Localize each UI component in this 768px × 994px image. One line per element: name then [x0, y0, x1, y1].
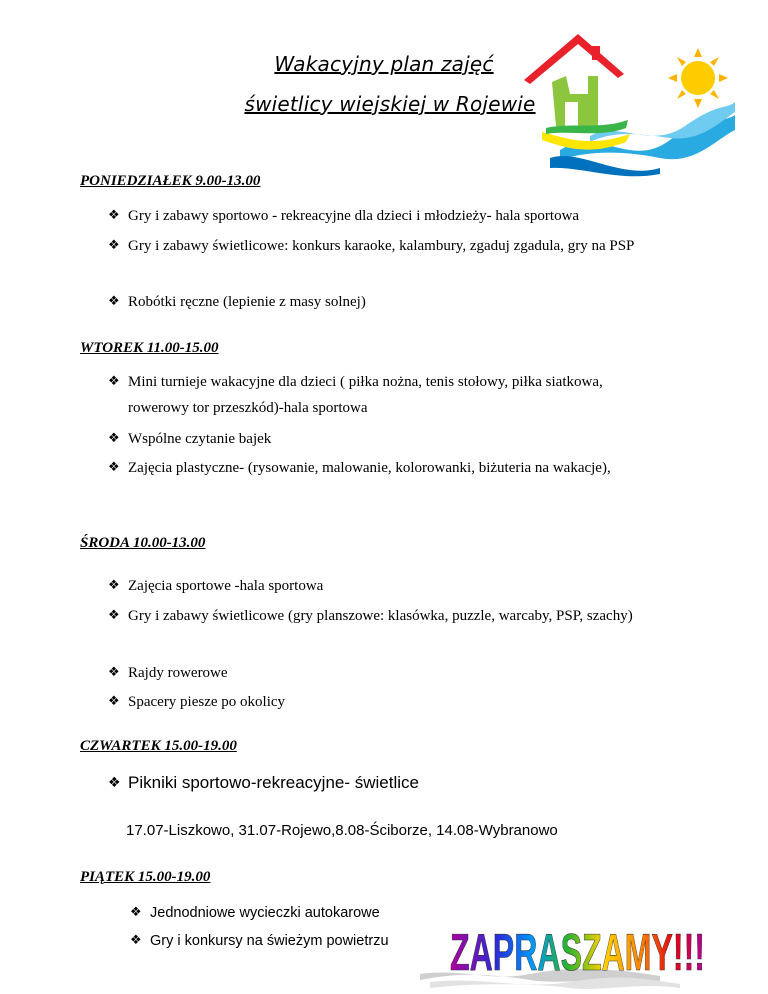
- zapraszamy-text: ZAPRASZAMY!!!: [450, 924, 705, 982]
- list-item: ❖ Rajdy rowerowe: [108, 660, 668, 686]
- bullet-icon: ❖: [108, 460, 120, 475]
- list-item: ❖ Jednodniowe wycieczki autokarowe: [130, 900, 450, 926]
- bullet-icon: ❖: [108, 374, 120, 389]
- bullet-icon: ❖: [108, 665, 120, 680]
- list-item: ❖ Mini turnieje wakacyjne dla dzieci ( piłka nożna, tenis stołowy, piłka siatkowa, rowerowy tor przeszkód)-hala sportowa: [108, 369, 648, 421]
- monday-heading: PONIEDZIAŁEK 9.00-13.00: [80, 173, 261, 189]
- list-item: ❖ Gry i konkursy na świeżym powietrzu: [130, 928, 450, 954]
- list-item: ❖ Gry i zabawy świetlicowe: konkurs karaoke, kalambury, zgaduj zgadula, gry na PSP: [108, 233, 688, 259]
- bullet-icon: ❖: [130, 905, 142, 920]
- list-item: ❖ Spacery piesze po okolicy: [108, 689, 668, 715]
- bullet-icon: ❖: [108, 608, 120, 623]
- thursday-heading: CZWARTEK 15.00-19.00: [80, 738, 237, 754]
- bullet-icon: ❖: [130, 933, 142, 948]
- wednesday-heading: ŚRODA 10.00-13.00: [80, 535, 206, 551]
- bullet-icon: ❖: [108, 694, 120, 709]
- bullet-icon: ❖: [108, 294, 120, 309]
- bullet-icon: ❖: [108, 238, 120, 253]
- list-item: ❖ Pikniki sportowo-rekreacyjne- świetlice: [108, 770, 668, 796]
- list-item: ❖ Zajęcia plastyczne- (rysowanie, malowanie, kolorowanki, biżuteria na wakacje),: [108, 455, 653, 481]
- tuesday-heading: WTOREK 11.00-15.00: [80, 340, 219, 356]
- list-item: ❖ Zajęcia sportowe -hala sportowa: [108, 573, 668, 599]
- document-title-line-2: świetlicy wiejskiej w Rojewie: [244, 92, 536, 116]
- list-item: ❖ Wspólne czytanie bajek: [108, 426, 668, 452]
- village-house-sun-logo-icon: [520, 30, 740, 180]
- list-item: ❖ Robótki ręczne (lepienie z masy solnej): [108, 289, 668, 315]
- bullet-icon: ❖: [108, 208, 120, 223]
- bullet-icon: ❖: [108, 775, 121, 791]
- bullet-icon: ❖: [108, 431, 120, 446]
- list-item: ❖ Gry i zabawy świetlicowe (gry planszowe: klasówka, puzzle, warcaby, PSP, szachy): [108, 603, 668, 629]
- friday-heading: PIĄTEK 15.00-19.00: [80, 869, 211, 885]
- picnic-locations: 17.07-Liszkowo, 31.07-Rojewo,8.08-Ściborze, 14.08-Wybranowo: [126, 822, 558, 839]
- zapraszamy-wordart: [420, 912, 720, 990]
- list-item: ❖ Gry i zabawy sportowo - rekreacyjne dla dzieci i młodzieży- hala sportowa: [108, 203, 668, 229]
- bullet-icon: ❖: [108, 578, 120, 593]
- document-title-line-1: Wakacyjny plan zajęć: [274, 52, 494, 76]
